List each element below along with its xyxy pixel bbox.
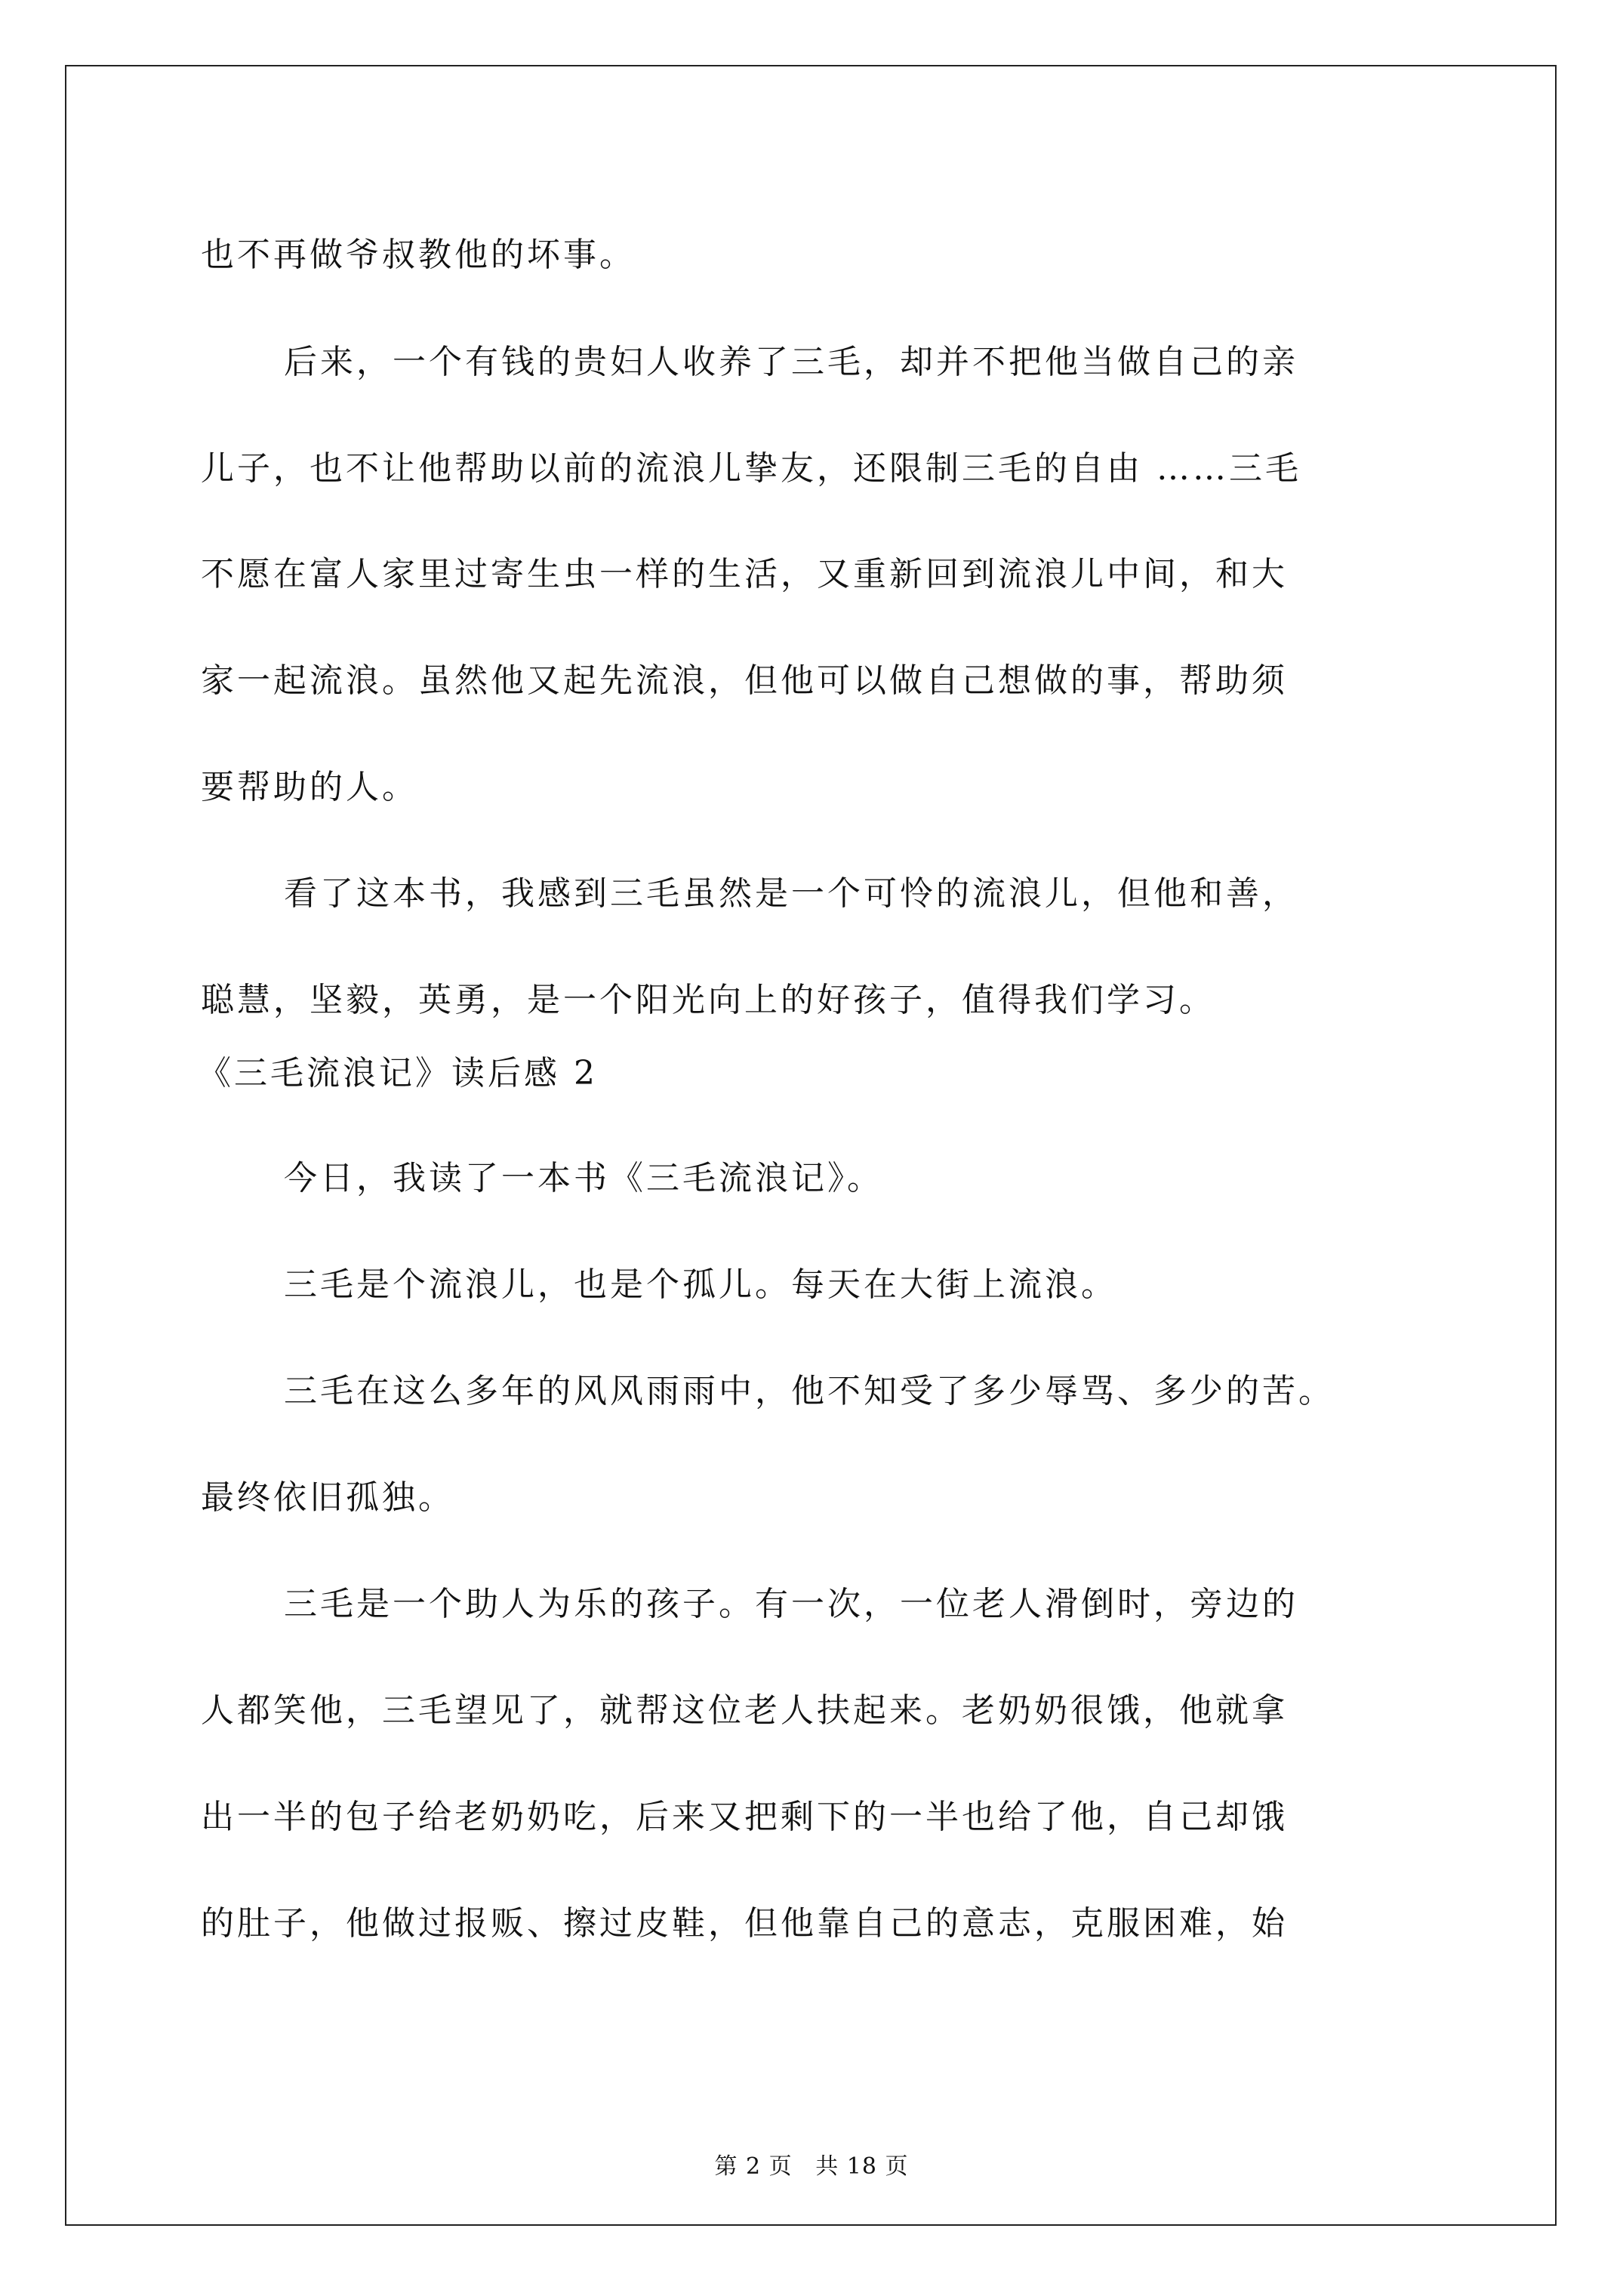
text-line: 家一起流浪。虽然他又起先流浪，但他可以做自己想做的事，帮助须 bbox=[201, 661, 1288, 700]
paragraph-line: 三毛在这么多年的风风雨雨中，他不知受了多少辱骂、多少的苦。 bbox=[284, 1372, 1335, 1410]
text-line: 出一半的包子给老奶奶吃，后来又把剩下的一半也给了他，自己却饿 bbox=[201, 1798, 1288, 1836]
text-line: 聪慧，坚毅，英勇，是一个阳光向上的好孩子，值得我们学习。 bbox=[201, 981, 1215, 1019]
paragraph-line: 三毛是一个助人为乐的孩子。有一次，一位老人滑倒时，旁边的 bbox=[284, 1585, 1298, 1623]
text-line: 人都笑他，三毛望见了，就帮这位老人扶起来。老奶奶很饿，他就拿 bbox=[201, 1691, 1288, 1730]
text-line: 儿子，也不让他帮助以前的流浪儿挚友，还限制三毛的自由 ……三毛 bbox=[201, 449, 1301, 488]
text-line: 的肚子，他做过报贩、擦过皮鞋，但他靠自己的意志，克服困难，始 bbox=[201, 1904, 1288, 1943]
text-line: 不愿在富人家里过寄生虫一样的生活，又重新回到流浪儿中间，和大 bbox=[201, 555, 1288, 593]
section-heading: 《三毛流浪记》读后感 2 bbox=[198, 1054, 598, 1093]
text-line: 也不再做爷叔教他的坏事。 bbox=[201, 236, 636, 274]
page-number: 第 2 页 bbox=[714, 2153, 793, 2180]
page-footer bbox=[0, 2152, 1623, 2182]
paragraph-line: 看了这本书，我感到三毛虽然是一个可怜的流浪儿，但他和善， bbox=[284, 874, 1298, 913]
page-total: 共 18 页 bbox=[815, 2153, 909, 2180]
text-line: 最终依旧孤独。 bbox=[201, 1478, 454, 1517]
text-line: 要帮助的人。 bbox=[201, 768, 418, 806]
paragraph-line: 三毛是个流浪儿，也是个孤儿。每天在大街上流浪。 bbox=[284, 1265, 1117, 1304]
paragraph-line: 今日，我读了一本书《三毛流浪记》。 bbox=[284, 1159, 883, 1197]
paragraph-line: 后来，一个有钱的贵妇人收养了三毛，却并不把他当做自己的亲 bbox=[284, 343, 1298, 381]
